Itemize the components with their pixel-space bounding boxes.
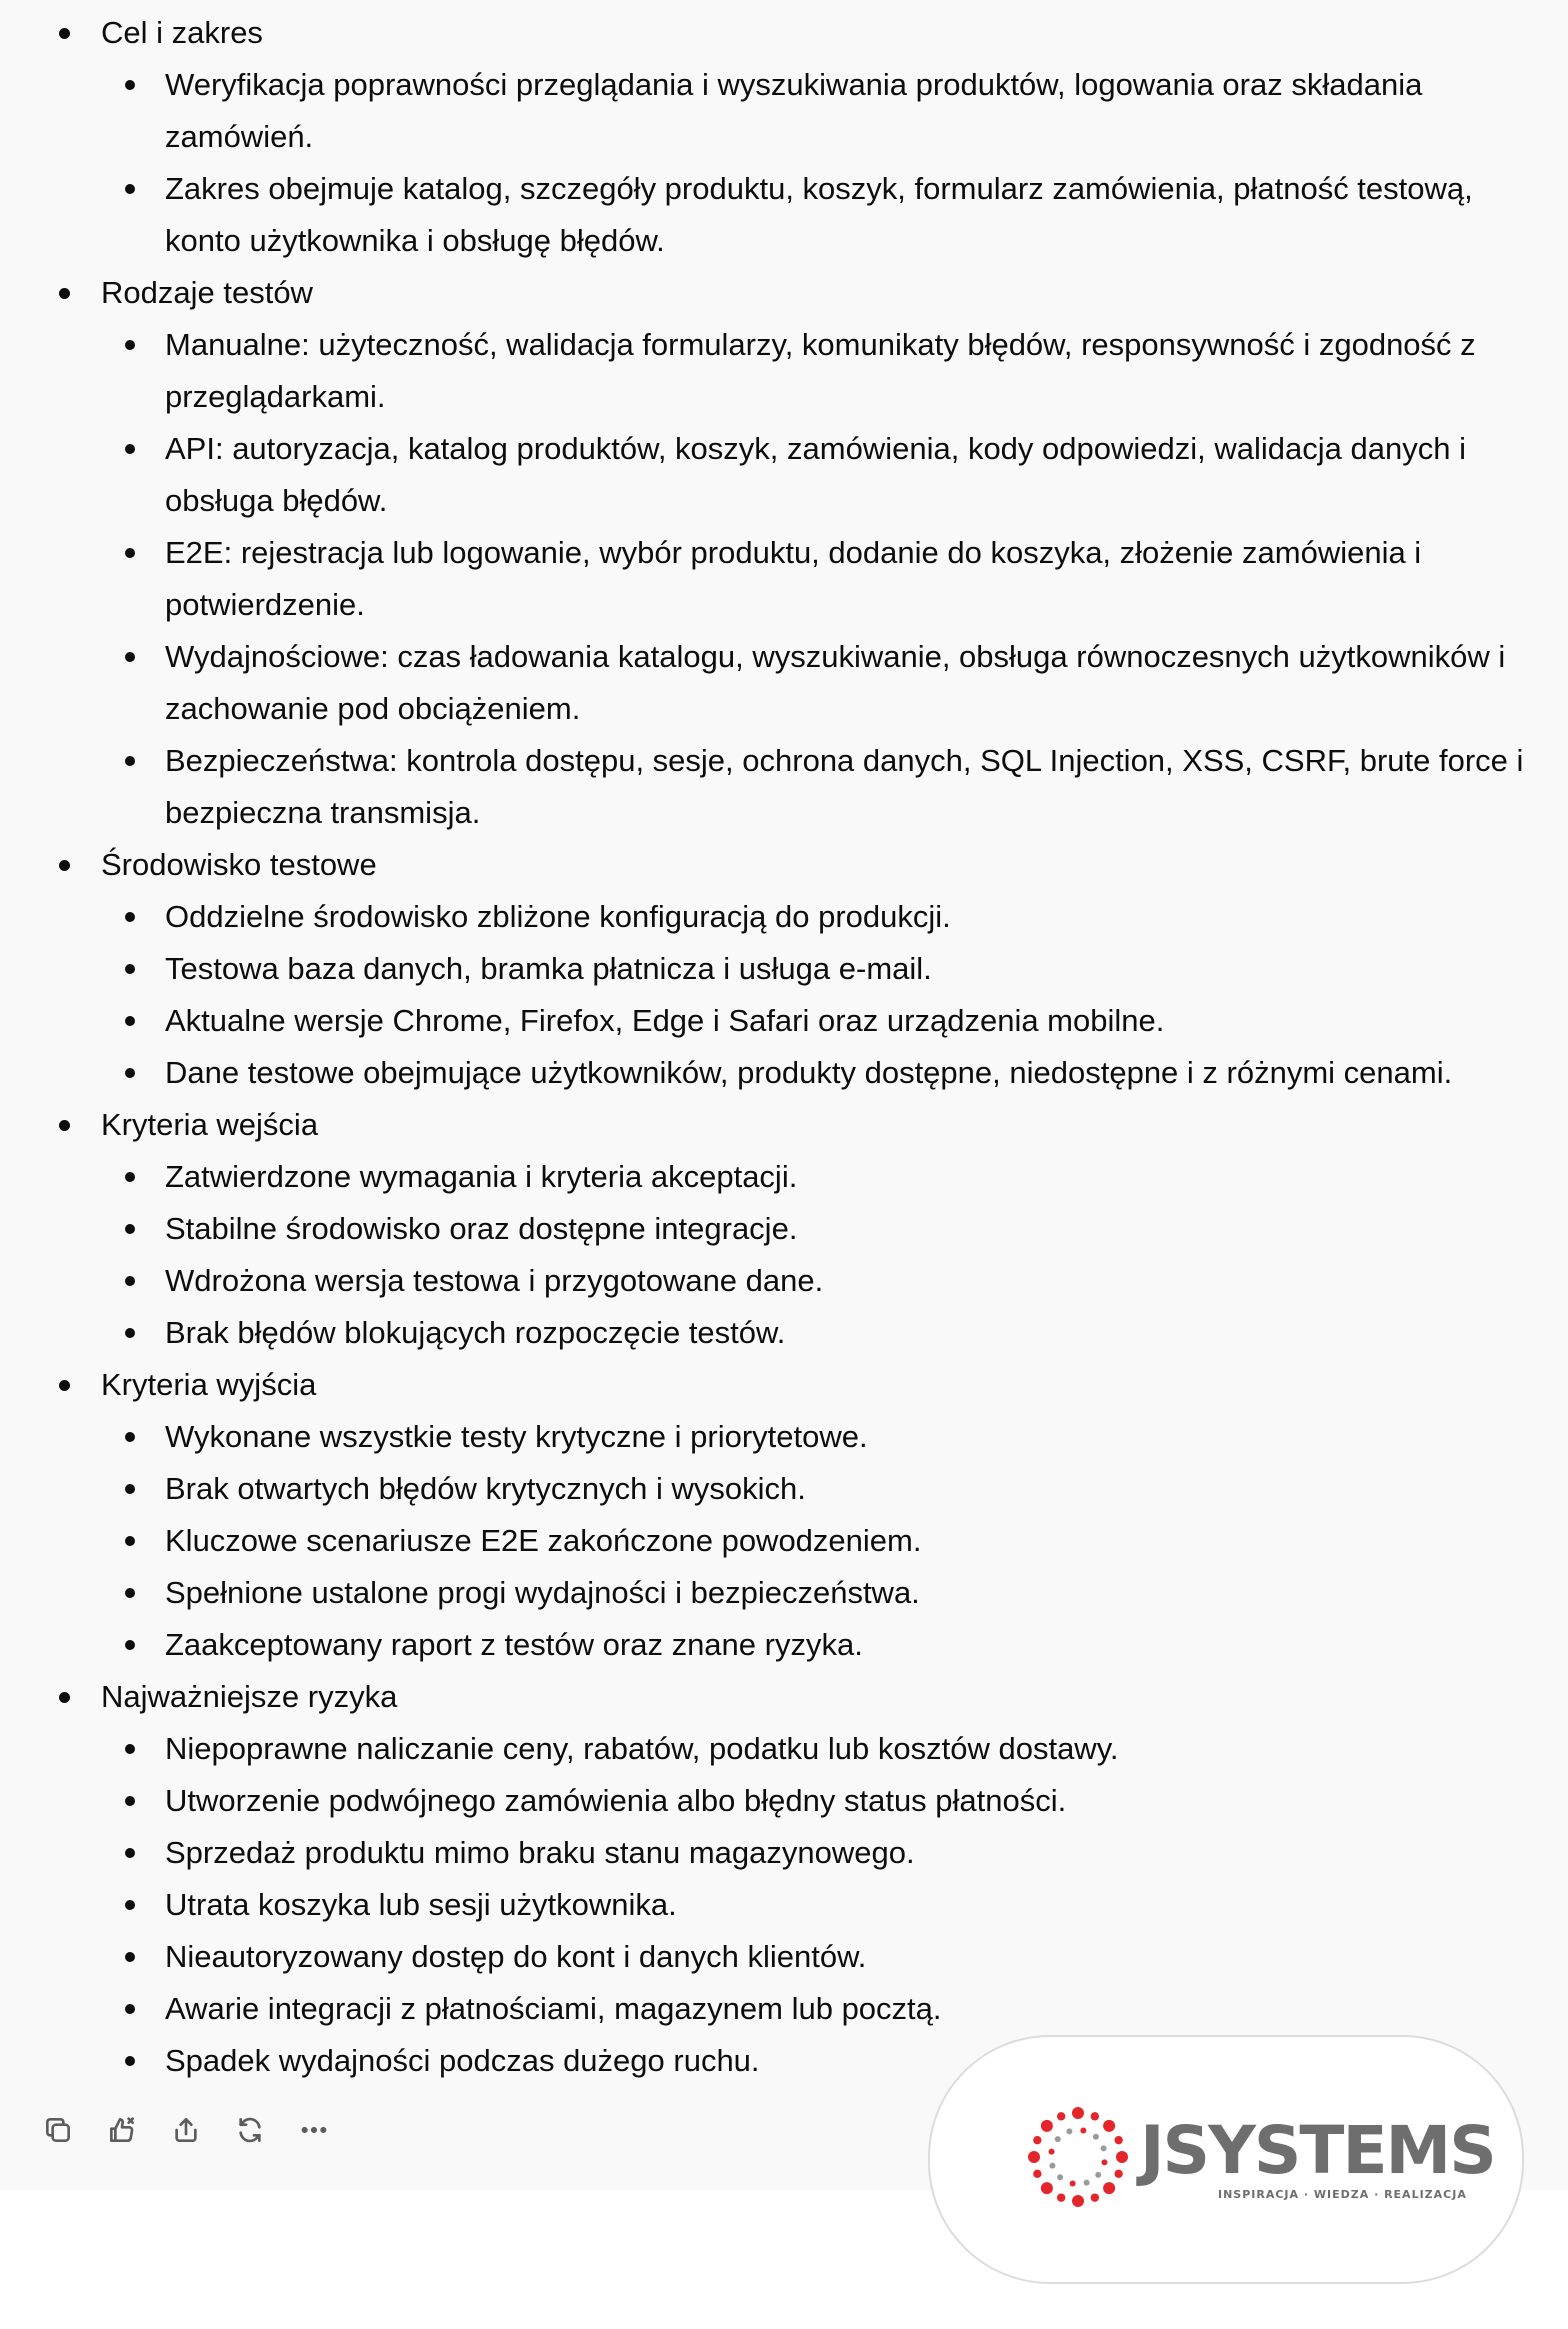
section-items [0, 1723, 1568, 2087]
list-item [0, 1307, 1545, 1359]
list-item [0, 1411, 1545, 1463]
list-item-text: Spadek wydajności podczas dużego ruchu. [165, 2043, 760, 2078]
logo-outer-dot [1057, 2112, 1065, 2120]
list-item-text: API: autoryzacja, katalog produktów, koszyk, zamówienia, kody odpowiedzi, walidacja danych i [165, 431, 1466, 466]
list-item-text: Niepoprawne naliczanie ceny, rabatów, podatku lub kosztów dostawy. [165, 1731, 1119, 1766]
thumbs-feedback-icon [106, 2114, 138, 2146]
section-items [0, 891, 1568, 1099]
section-title: Cel i zakres [0, 7, 1568, 59]
list-item [0, 1723, 1545, 1775]
logo-wordmark: JSYSTEMS [1140, 2112, 1495, 2189]
logo-inner-dot [1095, 2172, 1101, 2178]
section-items [0, 1411, 1568, 1671]
list-item [0, 319, 1545, 423]
list-item-text: Kluczowe scenariusze E2E zakończone powodzeniem. [165, 1523, 922, 1558]
logo-inner-dot [1093, 2134, 1099, 2140]
logo-outer-dot [1072, 2107, 1084, 2119]
jsystems-logo-icon [1026, 2105, 1130, 2209]
logo-outer-dot [1041, 2182, 1053, 2194]
logo-outer-dot [1116, 2151, 1128, 2163]
list-item-text: obsługa błędów. [165, 483, 388, 518]
logo-outer-dot [1091, 2112, 1099, 2120]
list-item [0, 59, 1545, 163]
list-item-text: zachowanie pod obciążeniem. [165, 691, 581, 726]
logo-outer-dot [1033, 2170, 1041, 2178]
list-item-text: Aktualne wersje Chrome, Firefox, Edge i Safari oraz urządzenia mobilne. [165, 1003, 1165, 1038]
logo-inner-dot [1101, 2145, 1107, 2151]
share-icon [170, 2114, 202, 2146]
list-item-text: Zatwierdzone wymagania i kryteria akceptacji. [165, 1159, 798, 1194]
list-item-text: Stabilne środowisko oraz dostępne integracje. [165, 1211, 798, 1246]
list-item-text: zamówień. [165, 119, 314, 154]
list-item [0, 1619, 1545, 1671]
list-item-text: przeglądarkami. [165, 379, 386, 414]
outline-section [0, 7, 1568, 267]
list-item-text: Spełnione ustalone progi wydajności i bezpieczeństwa. [165, 1575, 920, 1610]
section-title: Kryteria wejścia [0, 1099, 1568, 1151]
more-button[interactable] [292, 2108, 336, 2152]
message-action-bar [36, 2106, 356, 2154]
list-item-text: Wdrożona wersja testowa i przygotowane dane. [165, 1263, 824, 1298]
section-title: Kryteria wyjścia [0, 1359, 1568, 1411]
refresh-icon [234, 2114, 266, 2146]
list-item-text: Utworzenie podwójnego zamówienia albo błędny status płatności. [165, 1783, 1067, 1818]
list-item-text: Bezpieczeństwa: kontrola dostępu, sesje, ochrona danych, SQL Injection, XSS, CSRF, brute force i [165, 743, 1524, 778]
copy-button[interactable] [36, 2108, 80, 2152]
list-item-text: Zakres obejmuje katalog, szczegóły produktu, koszyk, formularz zamówienia, płatność testową, [165, 171, 1473, 206]
list-item-text: Testowa baza danych, bramka płatnicza i usługa e-mail. [165, 951, 932, 986]
logo-inner-dot [1084, 2180, 1090, 2186]
logo-outer-dot [1091, 2193, 1099, 2201]
list-item [0, 1983, 1545, 2035]
outline-section [0, 267, 1568, 839]
list-item [0, 631, 1545, 735]
logo-inner-dot [1070, 2180, 1076, 2186]
logo-inner-dot [1080, 2128, 1086, 2134]
test-plan-outline [0, 7, 1568, 2087]
list-item-text: Brak otwartych błędów krytycznych i wysokich. [165, 1471, 806, 1506]
list-item [0, 1775, 1545, 1827]
list-item-text: Zaakceptowany raport z testów oraz znane ryzyka. [165, 1627, 863, 1662]
logo-inner-dot [1049, 2149, 1055, 2155]
list-item-text: Wydajnościowe: czas ładowania katalogu, wyszukiwanie, obsługa równoczesnych użytkowników i [165, 639, 1506, 674]
logo-outer-dot [1041, 2120, 1053, 2132]
list-item-text: Weryfikacja poprawności przeglądania i wyszukiwania produktów, logowania oraz składania [165, 67, 1423, 102]
section-title: Najważniejsze ryzyka [0, 1671, 1568, 1723]
list-item [0, 891, 1545, 943]
section-title: Środowisko testowe [0, 839, 1568, 891]
share-button[interactable] [164, 2108, 208, 2152]
list-item-text: Utrata koszyka lub sesji użytkownika. [165, 1887, 677, 1922]
list-item [0, 1827, 1545, 1879]
copy-icon [42, 2114, 74, 2146]
logo-outer-dot [1072, 2195, 1084, 2207]
list-item [0, 423, 1545, 527]
list-item [0, 1203, 1545, 1255]
list-item [0, 1047, 1545, 1099]
logo-inner-dot [1057, 2174, 1063, 2180]
list-item [0, 163, 1545, 267]
section-items [0, 1151, 1568, 1359]
section-title: Rodzaje testów [0, 267, 1568, 319]
list-item [0, 1255, 1545, 1307]
list-item [0, 1515, 1545, 1567]
logo-inner-dot [1055, 2136, 1061, 2142]
list-item-text: potwierdzenie. [165, 587, 365, 622]
outline-section [0, 1671, 1568, 2087]
logo-outer-dot [1103, 2120, 1115, 2132]
outline-section [0, 1099, 1568, 1359]
logo-inner-dot [1066, 2128, 1072, 2134]
logo-inner-dot [1101, 2159, 1107, 2165]
list-item [0, 995, 1545, 1047]
list-item [0, 527, 1545, 631]
feedback-button[interactable] [100, 2108, 144, 2152]
logo-inner-dot [1049, 2163, 1055, 2169]
list-item-text: Nieautoryzowany dostęp do kont i danych klientów. [165, 1939, 867, 1974]
list-item [0, 735, 1545, 839]
list-item-text: Sprzedaż produktu mimo braku stanu magazynowego. [165, 1835, 915, 1870]
list-item [0, 1463, 1545, 1515]
logo-outer-dot [1057, 2193, 1065, 2201]
logo-outer-dot [1114, 2136, 1122, 2144]
more-icon [298, 2114, 330, 2146]
list-item-text: Dane testowe obejmujące użytkowników, produkty dostępne, niedostępne i z różnymi cenami. [165, 1055, 1453, 1090]
list-item [0, 1151, 1545, 1203]
outline-section [0, 1359, 1568, 1671]
list-item-text: Brak błędów blokujących rozpoczęcie testów. [165, 1315, 786, 1350]
list-item-text: Awarie integracji z płatnościami, magazynem lub pocztą. [165, 1991, 942, 2026]
list-item-text: Manualne: użyteczność, walidacja formularzy, komunikaty błędów, responsywność i zgodność z [165, 327, 1476, 362]
regenerate-button[interactable] [228, 2108, 272, 2152]
list-item [0, 943, 1545, 995]
list-item [0, 1931, 1545, 1983]
section-items [0, 319, 1568, 839]
logo-outer-dot [1114, 2170, 1122, 2178]
logo-outer-dot [1033, 2136, 1041, 2144]
list-item [0, 1879, 1545, 1931]
logo-outer-dot [1028, 2151, 1040, 2163]
list-item-text: Oddzielne środowisko zbliżone konfiguracją do produkcji. [165, 899, 951, 934]
list-item-text: Wykonane wszystkie testy krytyczne i priorytetowe. [165, 1419, 868, 1454]
jsystems-logo-badge [928, 2035, 1524, 2284]
section-items [0, 59, 1568, 267]
logo-tagline: INSPIRACJA · WIEDZA · REALIZACJA [1218, 2188, 1467, 2201]
outline-section [0, 839, 1568, 1099]
logo-outer-dot [1103, 2182, 1115, 2194]
list-item-text: konto użytkownika i obsługę błędów. [165, 223, 665, 258]
list-item-text: bezpieczna transmisja. [165, 795, 481, 830]
list-item [0, 1567, 1545, 1619]
list-item-text: E2E: rejestracja lub logowanie, wybór produktu, dodanie do koszyka, złożenie zamówienia i [165, 535, 1422, 570]
